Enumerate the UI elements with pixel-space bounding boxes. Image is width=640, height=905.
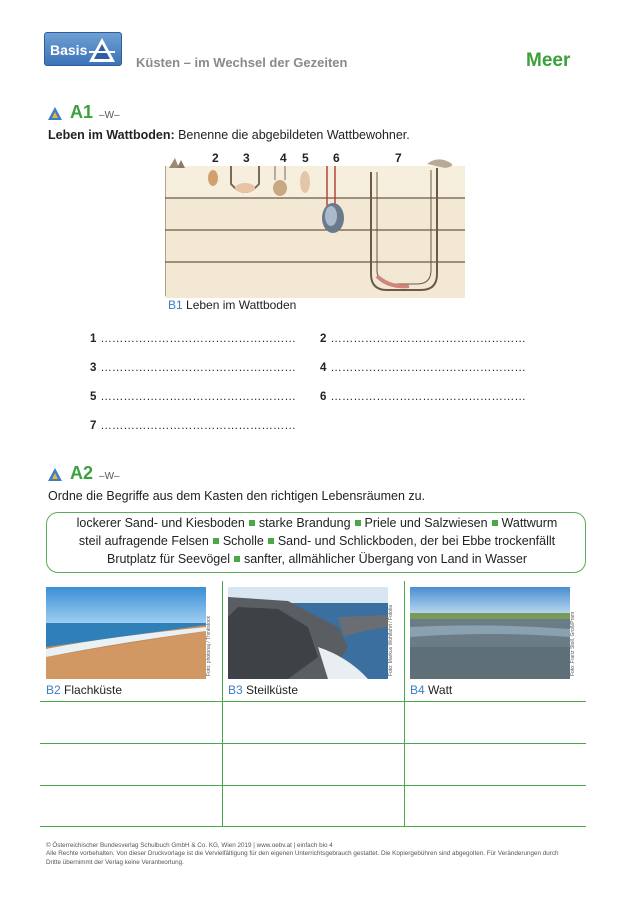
grid-divider: [222, 581, 223, 827]
answer-line-2[interactable]: [320, 333, 526, 345]
caption-label: B4: [410, 683, 425, 697]
subject-label: Meer: [526, 50, 571, 71]
footer-copyright: © Österreichischer Bundesverlag Schulbuch GmbH & Co. KG, Wien 2019 | www.oebv.at | einfach bio 4: [46, 842, 333, 849]
answer-line-5[interactable]: [90, 391, 296, 403]
word-box-line-1: [47, 516, 587, 530]
grid-divider: [404, 581, 405, 827]
term: Sand- und Schlickboden, der bei Ebbe trockenfällt: [277, 534, 556, 548]
caption-text: Flachküste: [60, 683, 123, 697]
footer-disclaimer: Dritte übernimmt der Verlag keine Verantwortung.: [46, 858, 184, 866]
task-level: –W–: [99, 471, 120, 482]
grid-row-line: [40, 743, 586, 744]
word-box-line-2: [47, 534, 587, 548]
figure-number-4: 4: [280, 151, 287, 165]
separator-square-icon: [268, 538, 274, 544]
figure-number-2: 2: [212, 151, 219, 165]
answer-line-4[interactable]: [320, 362, 526, 374]
term: steil aufragende Felsen: [78, 534, 209, 548]
figure-number-5: 5: [302, 151, 309, 165]
level-triangle-icon: [48, 468, 62, 481]
grid-row-line: [40, 701, 586, 702]
caption-label: B1: [168, 298, 183, 312]
answer-number: 4: [320, 362, 327, 374]
answer-number: 5: [90, 391, 97, 403]
answer-number: 6: [320, 391, 327, 403]
badge-label: Basis: [50, 42, 88, 58]
page-title: Küsten – im Wechsel der Gezeiten: [136, 55, 348, 70]
caption-text: Leben im Wattboden: [182, 298, 297, 312]
instruction-bold: Leben im Wattboden:: [48, 128, 175, 142]
figure-number-3: 3: [243, 151, 250, 165]
grid-row-line: [40, 826, 586, 827]
photo-credit: Foto: photonaj / Thinkstock: [206, 616, 212, 676]
task-number: A2: [70, 463, 94, 483]
footer: [46, 842, 558, 867]
task-number: A1: [70, 102, 94, 122]
caption-text: Steilküste: [242, 683, 299, 697]
figure-number-6: 6: [333, 151, 340, 165]
term: Priele und Salzwiesen: [364, 516, 488, 530]
figure-number-7: 7: [395, 151, 402, 165]
answer-line-1[interactable]: [90, 333, 296, 345]
separator-square-icon: [492, 520, 498, 526]
photo-credit: Foto: Franz Stoll, Groß/Pram: [570, 611, 576, 676]
level-triangle-icon: [87, 36, 117, 64]
basis-badge: [44, 32, 122, 66]
answer-number: 7: [90, 420, 97, 432]
term: starke Brandung: [258, 516, 351, 530]
term: Wattwurm: [501, 516, 558, 530]
task-a1-heading: [48, 102, 120, 123]
term: lockerer Sand- und Kiesboden: [76, 516, 245, 530]
wattboden-illustration: [165, 150, 465, 298]
answer-dots: ……………………………………………: [100, 362, 296, 374]
term: Brutplatz für Seevögel: [106, 552, 230, 566]
task-a1-instruction: [48, 128, 410, 142]
separator-square-icon: [213, 538, 219, 544]
caption-text: Watt: [424, 683, 453, 697]
answer-number: 2: [320, 333, 327, 345]
answer-dots: ……………………………………………: [100, 420, 296, 432]
answer-number: 3: [90, 362, 97, 374]
separator-square-icon: [234, 556, 240, 562]
term: Scholle: [222, 534, 264, 548]
photo-watt: [410, 587, 570, 679]
task-a2-heading: [48, 463, 120, 484]
photo-credit: Foto: Markus Wohlfahrt / Fotolia: [388, 604, 394, 676]
answer-dots: ……………………………………………: [100, 391, 296, 403]
level-triangle-icon: [48, 107, 62, 120]
answer-line-7[interactable]: [90, 420, 296, 432]
separator-square-icon: [355, 520, 361, 526]
photo-caption-b3: [228, 683, 298, 697]
photo-caption-b2: [46, 683, 122, 697]
task-level: –W–: [99, 110, 120, 121]
task-a2-instruction: Ordne die Begriffe aus dem Kasten den richtigen Lebensräumen zu.: [48, 489, 426, 503]
caption-label: B2: [46, 683, 61, 697]
photo-flachkueste: [46, 587, 206, 679]
grid-row-line: [40, 785, 586, 786]
term: sanfter, allmählicher Übergang von Land in Wasser: [243, 552, 528, 566]
figure-caption-b1: [168, 298, 296, 312]
answer-dots: ……………………………………………: [330, 391, 526, 403]
photo-steilkueste: [228, 587, 388, 679]
word-box: [46, 512, 586, 573]
instruction-text: Benenne die abgebildeten Wattbewohner.: [174, 128, 410, 142]
answer-dots: ……………………………………………: [330, 333, 526, 345]
footer-rights: Alle Rechte vorbehalten. Von dieser Druckvorlage ist die Vervielfältigung für den eigenen Unterrichtsgebrauch gestattet. Die Kopiergebühren sind abgegolten. Für Veränderungen durch: [46, 850, 559, 858]
answer-line-6[interactable]: [320, 391, 526, 403]
answer-number: 1: [90, 333, 97, 345]
answer-dots: ……………………………………………: [330, 362, 526, 374]
answer-line-3[interactable]: [90, 362, 296, 374]
photo-caption-b4: [410, 683, 452, 697]
word-box-line-3: [47, 552, 587, 566]
separator-square-icon: [249, 520, 255, 526]
answer-dots: ……………………………………………: [100, 333, 296, 345]
caption-label: B3: [228, 683, 243, 697]
